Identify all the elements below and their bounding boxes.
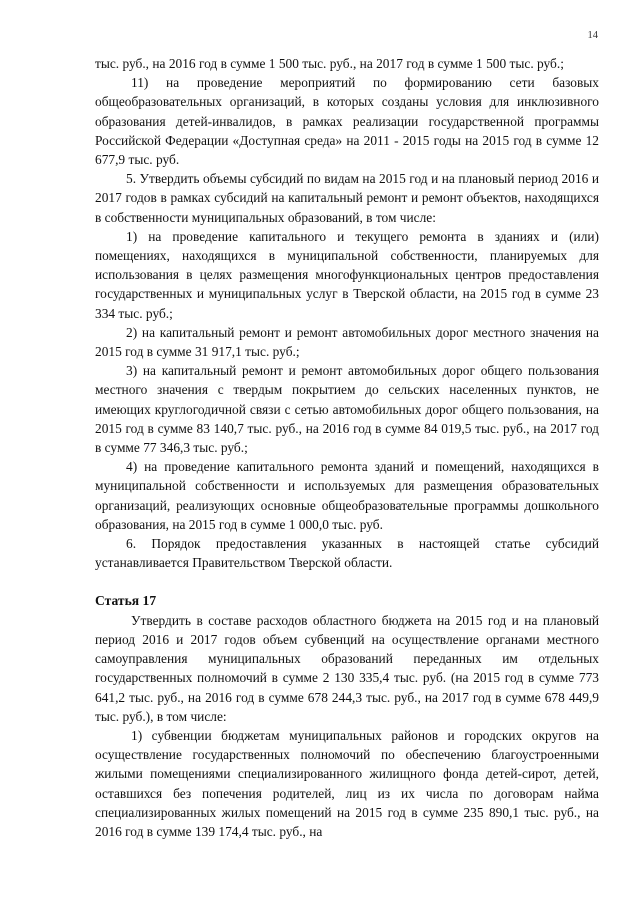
paragraph-subitem-2: 2) на капитальный ремонт и ремонт автомобильных дорог местного значения на 2015 год в сумме 31 917,1 тыс. руб.; — [95, 324, 599, 360]
paragraph-subitem-3: 3) на капитальный ремонт и ремонт автомобильных дорог общего пользования местного значения с твердым покрытием до сельских населенных пунктов, не имеющих круглогодичной связи с сетью автомобильных дорог общего пользования, на 2015 год в сумме 83 140,7 тыс. руб., на 2016 год в сумме 84 019,5 тыс. руб., на 2017 год в сумме 77 346,3 тыс. руб.; — [95, 363, 599, 456]
paragraph-continuation: тыс. руб., на 2016 год в сумме 1 500 тыс. руб., на 2017 год в сумме 1 500 тыс. руб.; — [95, 56, 564, 71]
paragraph-subitem-4: 4) на проведение капитального ремонта зданий и помещений, находящихся в муниципальной собственности и используемых для размещения образовательных организаций, реализующих основные общеобразовательные программы дошкольного образования, на 2015 год в сумме 1 000,0 тыс. руб. — [95, 459, 599, 532]
paragraph-article17-intro: Утвердить в составе расходов областного бюджета на 2015 год и на плановый период 2016 и 2017 годов объем субвенций на осуществление органами местного самоуправления муниципальных образований переданных им отдельных государственных полномочий в сумме 2 130 335,4 тыс. руб. (на 2015 год в сумме 773 641,2 тыс. руб., на 2016 год в сумме 678 244,3 тыс. руб., на 2017 год в сумме 678 449,9 тыс. руб.), в том числе: — [95, 612, 599, 724]
paragraph-article17-item-1: 1) субвенции бюджетам муниципальных районов и городских округов на осуществление государственных полномочий по обеспечению благоустроенными жилыми помещениями специализированного жилищного фонда детей-сирот, детей, оставшихся без попечения родителей, лиц из их числа по договорам найма специализированных жилых помещений на 2015 год в сумме 235 890,1 тыс. руб., на 2016 год в сумме 139 174,4 тыс. руб., на — [95, 727, 599, 839]
paragraph-clause-5: 5. Утвердить объемы субсидий по видам на 2015 год и на плановый период 2016 и 2017 годов в рамках субсидий на капитальный ремонт и ремонт объектов, находящихся в собственности муниципальных образований, в том числе: — [95, 171, 599, 225]
paragraph-clause-6: 6. Порядок предоставления указанных в настоящей статье субсидий устанавливается Правительством Тверской области. — [95, 536, 599, 571]
page-number: 14 — [587, 30, 598, 41]
paragraph-item-11: 11) на проведение мероприятий по формированию сети базовых общеобразовательных организаций, в которых созданы условия для инклюзивного образования детей-инвалидов, в рамках реализации государственной программы Российской Федерации «Доступная среда» на 2011 - 2015 годы на 2015 год в сумме 12 677,9 тыс. руб. — [95, 75, 599, 168]
article-heading: Статья 17 — [95, 593, 157, 609]
document-body — [95, 54, 599, 841]
paragraph-subitem-1: 1) на проведение капитального и текущего ремонта в зданиях и (или) помещениях, находящихся в муниципальной собственности, планируемых для использования в целях размещения многофункциональных центров предоставления государственных и муниципальных услуг в Тверской области, на 2015 год в сумме 23 334 тыс. руб.; — [95, 228, 599, 321]
